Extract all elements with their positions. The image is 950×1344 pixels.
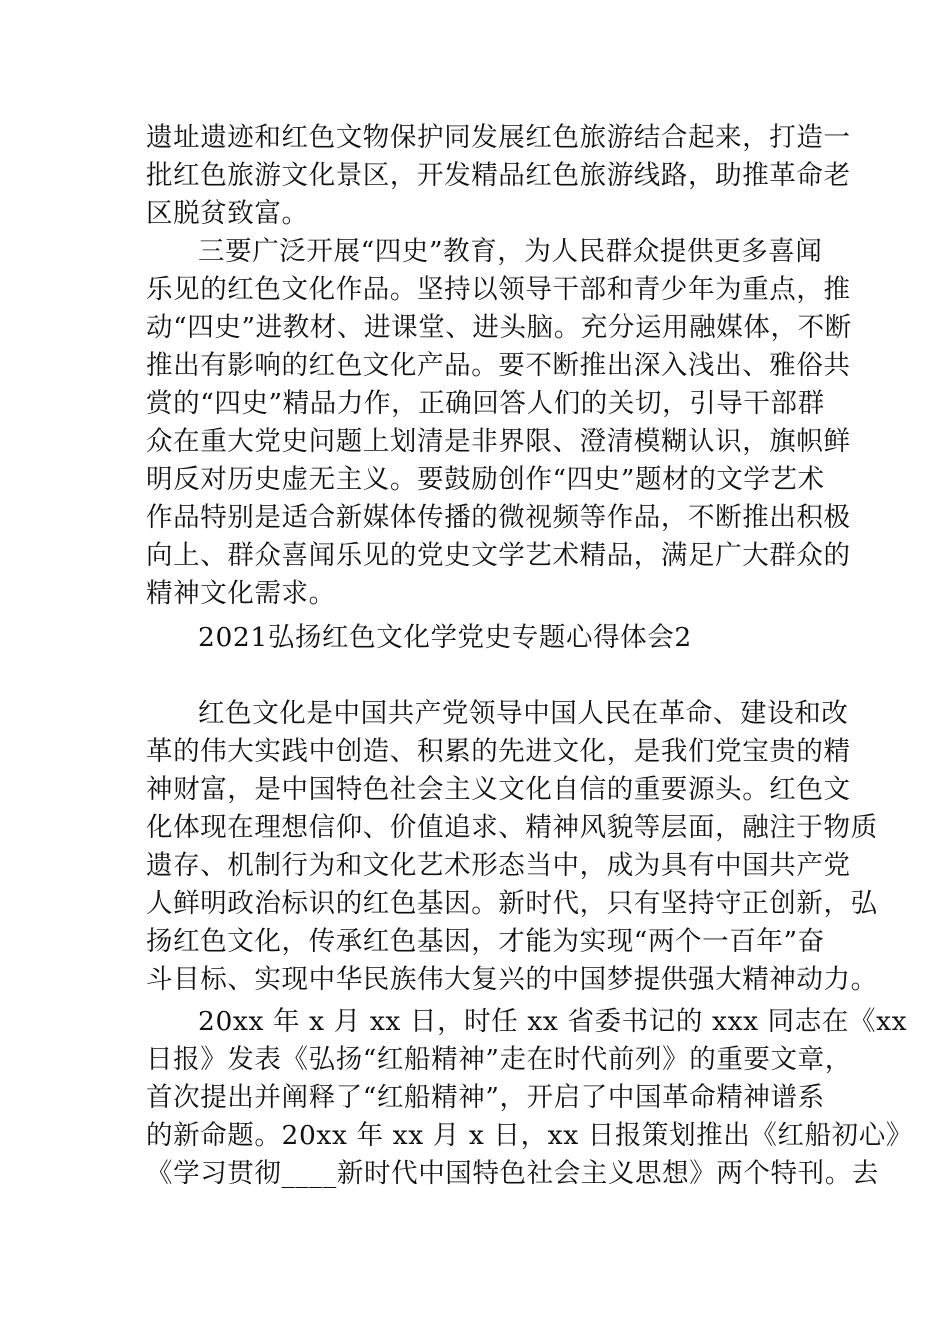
text-line: 化体现在理想信仰、价值追求、精神风貌等层面，融注于物质 [146,812,878,843]
text-line: 革的伟大实践中创造、积累的先进文化，是我们党宝贵的精 [146,736,851,767]
text-line: 的新命题。20xx 年 xx 月 x 日，xx 日报策划推出《红船初心》 [146,1120,913,1151]
text-line: 明反对历史虚无主义。要鼓励创作“四史”题材的文学艺术 [146,464,825,495]
text-line: 遗存、机制行为和文化艺术形态当中，成为具有中国共产党 [146,850,851,881]
section-heading: 2021弘扬红色文化学党史专题心得体会2 [198,622,692,653]
text-line: 扬红色文化，传承红色基因，才能为实现“两个一百年”奋 [146,926,825,957]
text-line: 众在重大党史问题上划清是非界限、澄清模糊认识，旗帜鲜 [146,426,851,457]
text-line: 区脱贫致富。 [146,198,309,229]
text-line: 人鲜明政治标识的红色基因。新时代，只有坚持守正创新，弘 [146,888,878,919]
text-line: 日报》发表《弘扬“红船精神”走在时代前列》的重要文章， [146,1044,852,1075]
text-line: 首次提出并阐释了“红船精神”，开启了中国革命精神谱系 [146,1082,825,1113]
text-line: 三要广泛开展“四史”教育，为人民群众提供更多喜闻 [198,236,823,267]
text-line: 红色文化是中国共产党领导中国人民在革命、建设和改 [198,698,849,729]
text-line: 推出有影响的红色文化产品。要不断推出深入浅出、雅俗共 [146,350,851,381]
text-line: 20xx 年 x 月 xx 日，时任 xx 省委书记的 xxx 同志在《xx [198,1006,908,1037]
text-line: 《学习贯彻____新时代中国特色社会主义思想》两个特刊。去 [146,1158,879,1189]
text-line: 神财富，是中国特色社会主义文化自信的重要源头。红色文 [146,774,851,805]
text-line: 作品特别是适合新媒体传播的微视频等作品，不断推出积极 [146,502,851,533]
text-line: 斗目标、实现中华民族伟大复兴的中国梦提供强大精神动力。 [146,964,878,995]
text-line: 赏的“四史”精品力作，正确回答人们的关切，引导干部群 [146,388,825,419]
text-line: 向上、群众喜闻乐见的党史文学艺术精品，满足广大群众的 [146,540,851,571]
text-line: 动“四史”进教材、进课堂、进头脑。充分运用融媒体，不断 [146,312,852,343]
text-line: 遗址遗迹和红色文物保护同发展红色旅游结合起来，打造一 [146,122,851,153]
text-line: 乐见的红色文化作品。坚持以领导干部和青少年为重点，推 [146,274,851,305]
text-line: 精神文化需求。 [146,578,336,609]
text-line: 批红色旅游文化景区，开发精品红色旅游线路，助推革命老 [146,160,851,191]
